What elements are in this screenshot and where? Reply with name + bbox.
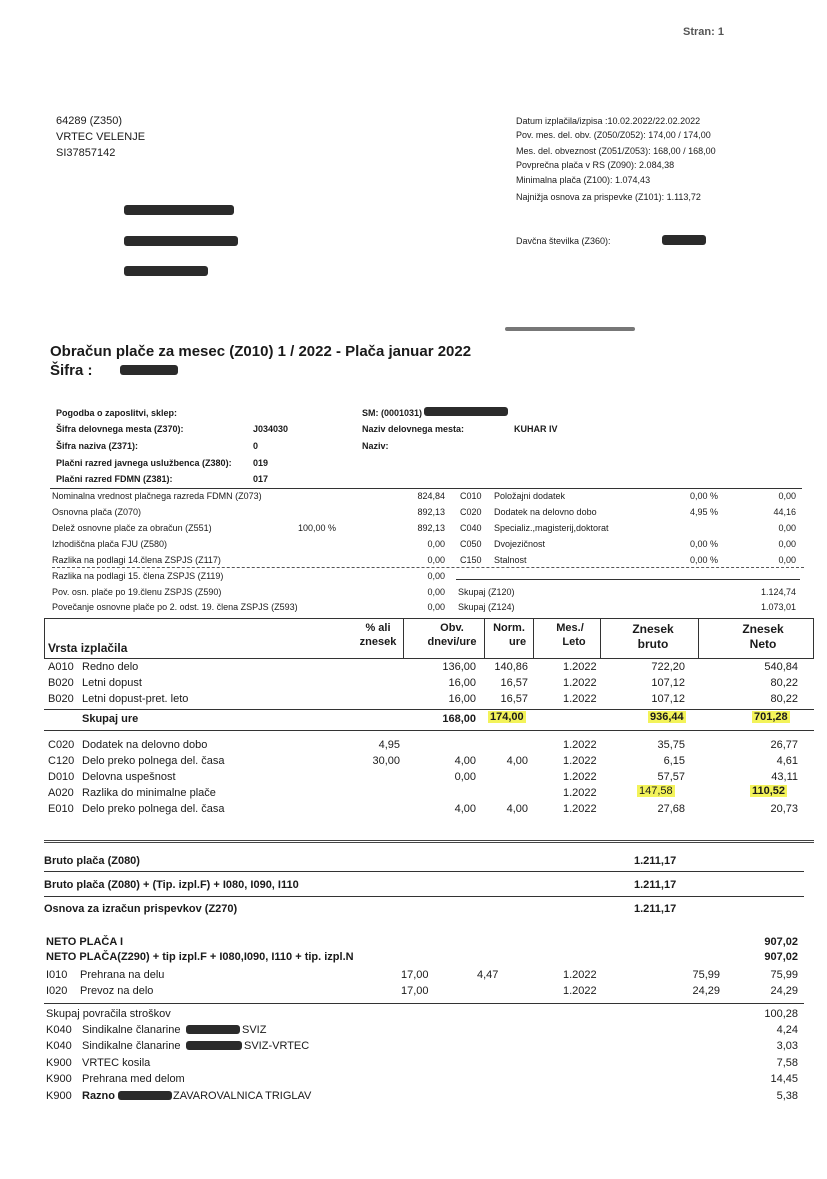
row-days: 16,00 bbox=[448, 677, 476, 689]
redacted-sifra bbox=[120, 365, 178, 375]
info-avg-salary: Povprečna plača v RS (Z090): 2.084,38 bbox=[516, 160, 675, 170]
employer-code: 64289 (Z350) bbox=[56, 115, 123, 127]
base-label: Pov. osn. plače po 19.členu ZSPJS (Z590) bbox=[52, 587, 222, 597]
row-code: K900 bbox=[46, 1090, 72, 1102]
gross-salary-label: Bruto plača (Z080) bbox=[44, 855, 140, 867]
info-monthly-obligation: Mes. del. obveznost (Z051/Z053): 168,00 / 168,00 bbox=[516, 146, 716, 156]
row-days: 17,00 bbox=[401, 969, 429, 981]
subtotal-label: Skupaj (Z124) bbox=[458, 602, 515, 612]
divider bbox=[44, 840, 814, 843]
redacted-address-line bbox=[124, 266, 208, 276]
row-code: C120 bbox=[48, 755, 75, 767]
row-code: C020 bbox=[48, 739, 75, 751]
row-name: Dodatek na delovno dobo bbox=[82, 739, 208, 751]
subtotal-value: 1.073,01 bbox=[760, 602, 796, 612]
row-value: 3,03 bbox=[776, 1040, 798, 1052]
col-header-days: Obv. bbox=[440, 622, 464, 634]
workplace-name-value: KUHAR IV bbox=[514, 424, 558, 434]
row-month: 1.2022 bbox=[563, 755, 597, 767]
redacted-address-line bbox=[124, 236, 238, 246]
workplace-code-label: Šifra delovnega mesta (Z370): bbox=[56, 424, 184, 434]
redacted-tax-number bbox=[662, 235, 706, 245]
table-border bbox=[600, 618, 601, 658]
row-name: Delo preko polnega del. časa bbox=[82, 803, 225, 815]
row-code: B020 bbox=[48, 677, 74, 689]
row-code: K900 bbox=[46, 1057, 72, 1069]
row-days: 0,00 bbox=[454, 771, 476, 783]
naziv-label: Naziv: bbox=[362, 441, 389, 451]
table-border bbox=[533, 618, 534, 658]
contribution-base-value: 1.211,17 bbox=[634, 903, 677, 915]
table-border bbox=[484, 618, 485, 658]
subtotal-line bbox=[456, 579, 800, 580]
page-number: Stran: 1 bbox=[683, 26, 724, 38]
row-name: Delovna uspešnost bbox=[82, 771, 176, 783]
allowance-value: 44,16 bbox=[773, 507, 796, 517]
row-net: 20,73 bbox=[770, 803, 798, 815]
row-name: Prevoz na delo bbox=[80, 985, 154, 997]
redacted-smudge bbox=[505, 327, 635, 331]
net-salary-label: NETO PLAČA I bbox=[46, 936, 124, 948]
row-norm: 4,00 bbox=[506, 755, 528, 767]
col-header-gross: bruto bbox=[637, 637, 669, 651]
row-days: 4,00 bbox=[454, 803, 476, 815]
row-name: Redno delo bbox=[82, 661, 139, 673]
base-amount: 0,00 bbox=[427, 602, 445, 612]
page-title: Obračun plače za mesec (Z010) 1 / 2022 - Plača januar 2022 bbox=[50, 343, 472, 360]
base-amount: 824,84 bbox=[417, 491, 445, 501]
col-header-days: dnevi/ure bbox=[427, 636, 477, 648]
redacted-member-id bbox=[186, 1025, 240, 1034]
row-code: K040 bbox=[46, 1024, 72, 1036]
allowance-code: C150 bbox=[460, 555, 482, 565]
row-gross: 57,57 bbox=[657, 771, 685, 783]
row-name: Prehrana na delu bbox=[80, 969, 165, 981]
allowance-rate: 4,95 % bbox=[689, 507, 718, 517]
net-salary-ext-label: NETO PLAČA(Z290) + tip izpl.F + I080,I090, I110 + tip. izpl.N bbox=[46, 951, 354, 963]
subtotal-label: Skupaj (Z120) bbox=[458, 587, 515, 597]
row-suffix: SVIZ-VRTEC bbox=[244, 1040, 310, 1052]
row-net: 540,84 bbox=[764, 661, 798, 673]
row-pct: 30,00 bbox=[372, 755, 400, 767]
base-amount: 892,13 bbox=[417, 507, 445, 517]
row-days: 17,00 bbox=[401, 985, 429, 997]
col-header-month: Mes./ bbox=[556, 622, 584, 634]
row-month: 1.2022 bbox=[563, 787, 597, 799]
allowance-value: 0,00 bbox=[778, 555, 796, 565]
row-month: 1.2022 bbox=[563, 985, 597, 997]
base-amount: 0,00 bbox=[427, 571, 445, 581]
col-header-gross: Znesek bbox=[632, 622, 674, 636]
row-gross: 35,75 bbox=[657, 739, 685, 751]
divider bbox=[44, 1003, 804, 1004]
sm-label: SM: (0001031) bbox=[362, 408, 423, 418]
row-net: 4,61 bbox=[776, 755, 798, 767]
table-header-border bbox=[44, 658, 814, 659]
row-code: A010 bbox=[48, 661, 74, 673]
divider bbox=[44, 709, 814, 710]
base-label: Razlika na podlagi 15. člena ZSPJS (Z119) bbox=[52, 571, 224, 581]
base-pct: 100,00 % bbox=[298, 523, 337, 533]
row-suffix: ZAVAROVALNICA TRIGLAV bbox=[173, 1090, 312, 1102]
row-gross: 107,12 bbox=[651, 677, 685, 689]
contract-label: Pogodba o zaposlitvi, sklep: bbox=[56, 408, 178, 418]
row-net: 26,77 bbox=[770, 739, 798, 751]
row-gross: 6,15 bbox=[663, 755, 685, 767]
row-code: E010 bbox=[48, 803, 74, 815]
total-norm: 174,00 bbox=[490, 711, 524, 723]
base-label: Delež osnovne plače za obračun (Z551) bbox=[52, 523, 212, 533]
allowance-code: C010 bbox=[460, 491, 482, 501]
row-name: Sindikalne članarine bbox=[82, 1040, 181, 1052]
col-header-norm: Norm. bbox=[493, 622, 525, 634]
row-net: 80,22 bbox=[770, 677, 798, 689]
row-norm: 16,57 bbox=[500, 693, 528, 705]
row-month: 1.2022 bbox=[563, 677, 597, 689]
allowance-value: 0,00 bbox=[778, 491, 796, 501]
info-minimum-salary: Minimalna plača (Z100): 1.074,43 bbox=[516, 175, 651, 185]
divider bbox=[44, 730, 814, 731]
row-gross: 722,20 bbox=[651, 661, 685, 673]
divider bbox=[50, 488, 802, 489]
gross-salary-ext-value: 1.211,17 bbox=[634, 879, 677, 891]
col-header-pct: znesek bbox=[359, 636, 397, 648]
workplace-code-value: J034030 bbox=[253, 424, 289, 434]
table-border bbox=[698, 618, 699, 658]
row-days: 4,00 bbox=[454, 755, 476, 767]
redacted-address-line bbox=[124, 205, 234, 215]
allowance-desc: Dvojezičnost bbox=[494, 539, 546, 549]
col-header-norm: ure bbox=[509, 636, 527, 648]
title-code-label: Šifra naziva (Z371): bbox=[56, 441, 139, 451]
allowance-desc: Dodatek na delovno dobo bbox=[494, 507, 597, 517]
redacted-sm bbox=[424, 407, 508, 416]
info-avg-monthly-hours: Pov. mes. del. obv. (Z050/Z052): 174,00 / 174,00 bbox=[516, 130, 711, 140]
row-name: VRTEC kosila bbox=[82, 1057, 151, 1069]
allowance-value: 0,00 bbox=[778, 539, 796, 549]
row-value: 7,58 bbox=[776, 1057, 798, 1069]
row-norm: 16,57 bbox=[500, 677, 528, 689]
row-days: 16,00 bbox=[448, 693, 476, 705]
row-gross: 27,68 bbox=[657, 803, 685, 815]
tax-number-label: Davčna številka (Z360): bbox=[516, 236, 611, 246]
row-gross: 147,58 bbox=[639, 785, 673, 797]
pay-grade-value: 019 bbox=[253, 458, 269, 468]
row-value: 5,38 bbox=[776, 1090, 798, 1102]
row-gross: 24,29 bbox=[692, 985, 720, 997]
row-code: K040 bbox=[46, 1040, 72, 1052]
col-header-pct: % ali bbox=[365, 622, 391, 634]
table-border bbox=[44, 618, 45, 658]
row-net: 75,99 bbox=[770, 969, 798, 981]
row-name: Razlika do minimalne plače bbox=[82, 787, 216, 799]
row-month: 1.2022 bbox=[563, 693, 597, 705]
row-net: 43,11 bbox=[771, 771, 798, 783]
row-code: D010 bbox=[48, 771, 75, 783]
row-month: 1.2022 bbox=[563, 739, 597, 751]
total-hours-label: Skupaj ure bbox=[82, 713, 139, 725]
col-header-net: Znesek bbox=[742, 622, 784, 636]
allowance-code: C050 bbox=[460, 539, 482, 549]
row-code: I010 bbox=[46, 969, 68, 981]
row-name: Delo preko polnega del. časa bbox=[82, 755, 225, 767]
row-pct: 4,95 bbox=[378, 739, 400, 751]
row-name: Sindikalne članarine bbox=[82, 1024, 181, 1036]
allowance-desc: Stalnost bbox=[494, 555, 527, 565]
base-amount: 0,00 bbox=[427, 539, 445, 549]
base-label: Osnovna plača (Z070) bbox=[52, 507, 142, 517]
allowance-desc: Položajni dodatek bbox=[494, 491, 566, 501]
info-min-contribution-base: Najnižja osnova za prispevke (Z101): 1.113,72 bbox=[516, 192, 701, 202]
pay-grade-label: Plačni razred javnega uslužbenca (Z380): bbox=[56, 458, 232, 468]
row-value: 14,45 bbox=[770, 1073, 798, 1085]
workplace-name-label: Naziv delovnega mesta: bbox=[362, 424, 465, 434]
row-month: 1.2022 bbox=[563, 803, 597, 815]
row-month: 1.2022 bbox=[563, 969, 597, 981]
base-label: Izhodiščna plača FJU (Z580) bbox=[52, 539, 168, 549]
row-net: 110,52 bbox=[752, 785, 786, 797]
row-value: 4,24 bbox=[776, 1024, 798, 1036]
row-code: A020 bbox=[48, 787, 74, 799]
divider bbox=[44, 871, 804, 872]
row-code: B020 bbox=[48, 693, 74, 705]
fdmn-grade-value: 017 bbox=[253, 474, 269, 484]
subtotal-value: 1.124,74 bbox=[760, 587, 796, 597]
col-header-type: Vrsta izplačila bbox=[48, 641, 128, 655]
base-label: Nominalna vrednost plačnega razreda FDMN (Z073) bbox=[52, 491, 262, 501]
sifra-label: Šifra : bbox=[50, 362, 93, 379]
divider bbox=[44, 896, 804, 897]
total-gross: 936,44 bbox=[650, 711, 684, 723]
allowance-rate: 0,00 % bbox=[689, 555, 718, 565]
total-days: 168,00 bbox=[442, 713, 476, 725]
table-border bbox=[403, 618, 404, 658]
row-norm: 4,47 bbox=[477, 969, 499, 981]
base-amount: 0,00 bbox=[427, 555, 445, 565]
col-header-month: Leto bbox=[562, 636, 586, 648]
employer-name: VRTEC VELENJE bbox=[56, 131, 146, 143]
total-net: 701,28 bbox=[754, 711, 788, 723]
employer-tax-id: SI37857142 bbox=[56, 147, 116, 159]
row-name: Letni dopust-pret. leto bbox=[82, 693, 189, 705]
allowance-rate: 0,00 % bbox=[689, 491, 718, 501]
redacted-member-id bbox=[186, 1041, 242, 1050]
row-name: Prehrana med delom bbox=[82, 1073, 185, 1085]
row-name: Letni dopust bbox=[82, 677, 142, 689]
row-gross: 107,12 bbox=[651, 693, 685, 705]
row-month: 1.2022 bbox=[563, 771, 597, 783]
allowance-code: C020 bbox=[460, 507, 482, 517]
dashed-line bbox=[52, 567, 804, 568]
row-norm: 4,00 bbox=[506, 803, 528, 815]
allowance-value: 0,00 bbox=[778, 523, 796, 533]
title-code-value: 0 bbox=[253, 441, 259, 451]
info-payout-date: Datum izplačila/izpisa :10.02.2022/22.02.2022 bbox=[516, 116, 701, 126]
reimbursements-value: 100,28 bbox=[764, 1008, 798, 1020]
base-label: Razlika na podlagi 14.člena ZSPJS (Z117) bbox=[52, 555, 221, 565]
fdmn-grade-label: Plačni razred FDMN (Z381): bbox=[56, 474, 173, 484]
allowance-code: C040 bbox=[460, 523, 482, 533]
allowance-desc: Specializ.,magisterij,doktorat bbox=[494, 523, 609, 533]
col-header-net: Neto bbox=[749, 637, 777, 651]
row-gross: 75,99 bbox=[692, 969, 720, 981]
contribution-base-label: Osnova za izračun prispevkov (Z270) bbox=[44, 903, 238, 915]
table-border bbox=[813, 618, 814, 658]
row-net: 80,22 bbox=[770, 693, 798, 705]
row-code: I020 bbox=[46, 985, 68, 997]
row-net: 24,29 bbox=[770, 985, 798, 997]
row-norm: 140,86 bbox=[494, 661, 528, 673]
net-salary-value: 907,02 bbox=[764, 936, 798, 948]
row-code: K900 bbox=[46, 1073, 72, 1085]
base-amount: 0,00 bbox=[427, 587, 445, 597]
row-name: Razno bbox=[82, 1090, 115, 1102]
row-days: 136,00 bbox=[442, 661, 476, 673]
gross-salary-value: 1.211,17 bbox=[634, 855, 677, 867]
reimbursements-label: Skupaj povračila stroškov bbox=[46, 1008, 171, 1020]
base-amount: 892,13 bbox=[417, 523, 445, 533]
allowance-rate: 0,00 % bbox=[689, 539, 718, 549]
row-month: 1.2022 bbox=[563, 661, 597, 673]
base-label: Povečanje osnovne plače po 2. odst. 19. člena ZSPJS (Z593) bbox=[52, 602, 298, 612]
gross-salary-ext-label: Bruto plača (Z080) + (Tip. izpl.F) + I080, I090, I110 bbox=[44, 879, 299, 891]
row-suffix: SVIZ bbox=[242, 1024, 267, 1036]
net-salary-ext-value: 907,02 bbox=[764, 951, 798, 963]
redacted-policy-id bbox=[118, 1091, 172, 1100]
